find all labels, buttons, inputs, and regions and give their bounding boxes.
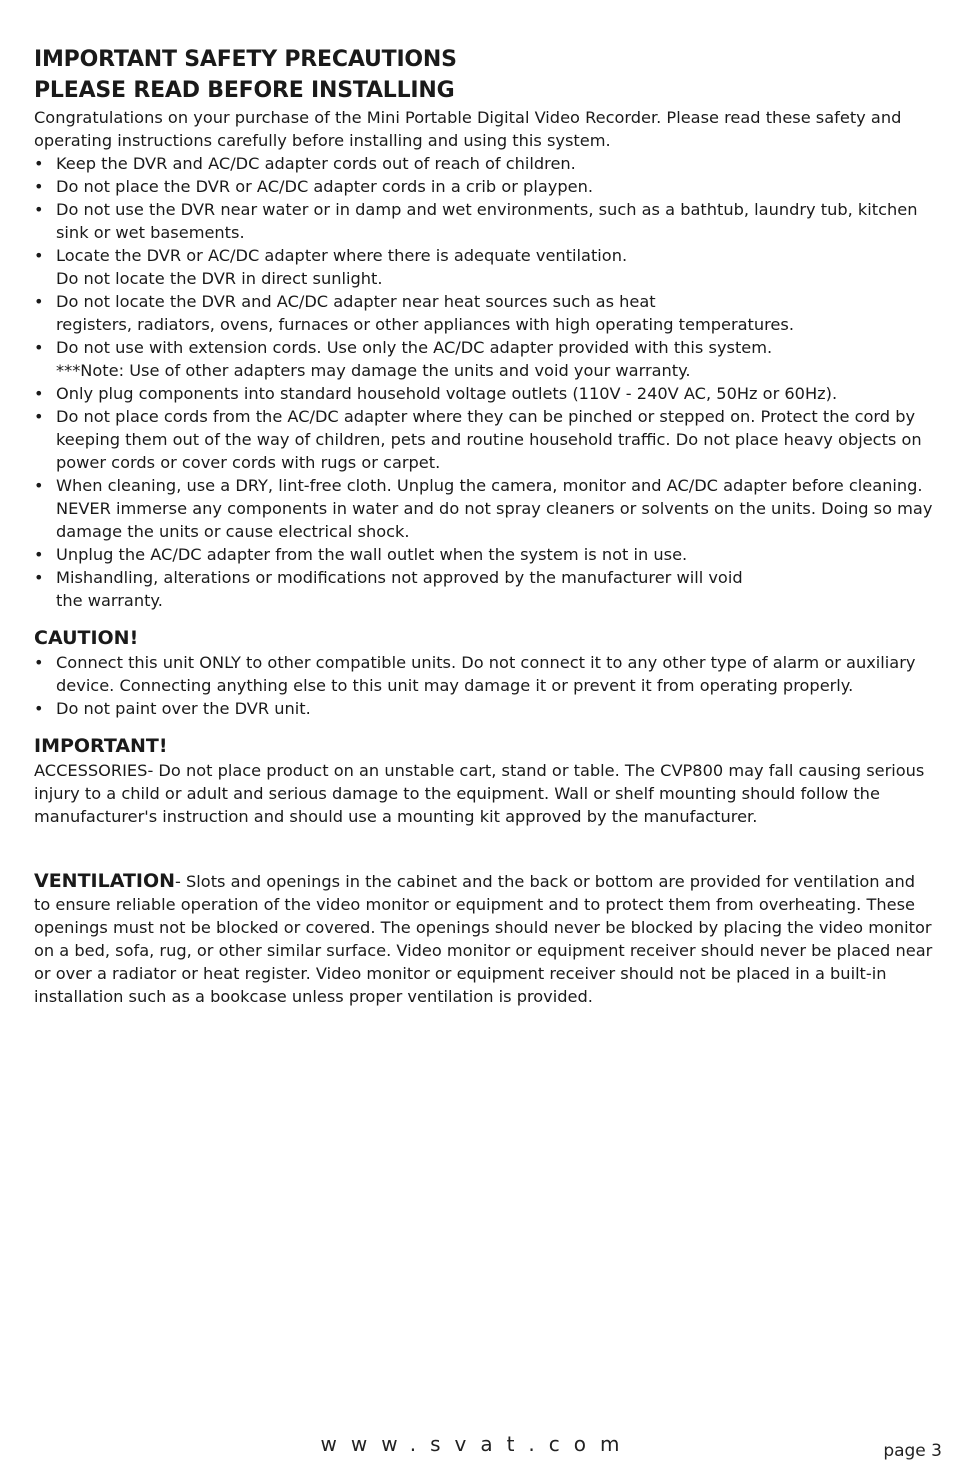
safety-item-text: When cleaning, use a DRY, lint-free cloth. Unplug the camera, monitor and AC/DC adapter before cleaning. NEVER immerse any components in water and do not spray cleaners or solvents on the units. Doing so may damage the units or cause electrical shock. [56,476,933,541]
safety-item-subtext: registers, radiators, ovens, furnaces or other appliances with high operating temperatures. [56,315,794,334]
bullet-icon: • [34,384,44,403]
bullet-icon: • [34,338,44,357]
safety-item-text: Unplug the AC/DC adapter from the wall outlet when the system is not in use. [56,545,688,564]
bullet-icon: • [34,545,44,564]
safety-item-subtext: Do not locate the DVR in direct sunlight. [56,269,383,288]
bullet-icon: • [34,699,44,718]
bullet-icon: • [34,407,44,426]
safety-list-item [34,543,934,566]
safety-list-item [34,336,934,382]
intro-paragraph: Congratulations on your purchase of the Mini Portable Digital Video Recorder. Please read these safety and operating instructions carefully before installing and using this system. [34,108,902,150]
safety-list-item [34,382,934,405]
important-paragraph: ACCESSORIES- Do not place product on an unstable cart, stand or table. The CVP800 may fall causing serious injury to a child or adult and serious damage to the equipment. Wall or shelf mounting should follow the manufacturer's instruction and should use a mounting kit approved by the manufacturer. [34,761,925,826]
safety-item-text: Do not use the DVR near water or in damp and wet environments, such as a bathtub, laundry tub, kitchen sink or wet basements. [56,200,918,242]
footer-url: www.svat.com [320,1432,634,1456]
safety-item-text: Do not place cords from the AC/DC adapter where they can be pinched or stepped on. Protect the cord by keeping them out of the way of children, pets and routine household traffic. Do not place heavy objects on power cords or cover cords with rugs or carpet. [56,407,922,472]
safety-item-text: Keep the DVR and AC/DC adapter cords out of reach of children. [56,154,576,173]
bullet-icon: • [34,246,44,265]
caution-item-text: Do not paint over the DVR unit. [56,699,311,718]
bullet-icon: • [34,154,44,173]
caution-item-text: Connect this unit ONLY to other compatible units. Do not connect it to any other type of alarm or auxiliary device. Connecting anything else to this unit may damage it or prevent it from operating properly. [56,653,916,695]
ventilation-section [34,870,934,1008]
safety-list-item [34,566,934,612]
safety-list-item [34,198,934,244]
safety-list-item [34,175,934,198]
page-title-line1: IMPORTANT SAFETY PRECAUTIONS [34,47,457,72]
caution-list [34,651,934,720]
page-title-line2: PLEASE READ BEFORE INSTALLING [34,78,455,103]
page-number: page 3 [883,1441,942,1461]
bullet-icon: • [34,653,44,672]
safety-item-text: Only plug components into standard household voltage outlets (110V - 240V AC, 50Hz or 60Hz). [56,384,838,403]
safety-page [34,44,934,1008]
safety-list-item [34,244,934,290]
safety-item-text: Do not use with extension cords. Use only the AC/DC adapter provided with this system. [56,338,773,357]
bullet-icon: • [34,292,44,311]
bullet-icon: • [34,177,44,196]
ventilation-heading: VENTILATION [34,870,176,892]
caution-heading: CAUTION! [34,627,139,649]
bullet-icon: • [34,476,44,495]
safety-item-text: Do not place the DVR or AC/DC adapter cords in a crib or playpen. [56,177,593,196]
bullet-icon: • [34,568,44,587]
caution-list-item [34,651,934,697]
safety-item-text: Mishandling, alterations or modifications not approved by the manufacturer will void [56,568,743,587]
safety-item-text: Locate the DVR or AC/DC adapter where there is adequate ventilation. [56,246,628,265]
safety-list-item [34,474,934,543]
important-heading: IMPORTANT! [34,735,168,757]
safety-item-subtext: the warranty. [56,591,163,610]
safety-item-text: Do not locate the DVR and AC/DC adapter near heat sources such as heat [56,292,656,311]
safety-list-item [34,290,934,336]
bullet-icon: • [34,200,44,219]
ventilation-text: - Slots and openings in the cabinet and the back or bottom are provided for ventilation and to ensure reliable operation of the video monitor or equipment and to protect them from overheating. These openings must not be blocked or covered. The openings should never be blocked by placing the video monitor on a bed, sofa, rug, or other similar surface. Video monitor or equipment receiver should never be placed near or over a radiator or heat register. Video monitor or equipment receiver should not be placed in a built-in installation such as a bookcase unless proper ventilation is provided. [34,872,933,1006]
safety-list [34,152,934,612]
caution-list-item [34,697,934,720]
safety-list-item [34,405,934,474]
safety-list-item [34,152,934,175]
safety-item-subtext: ***Note: Use of other adapters may damage the units and void your warranty. [56,361,691,380]
